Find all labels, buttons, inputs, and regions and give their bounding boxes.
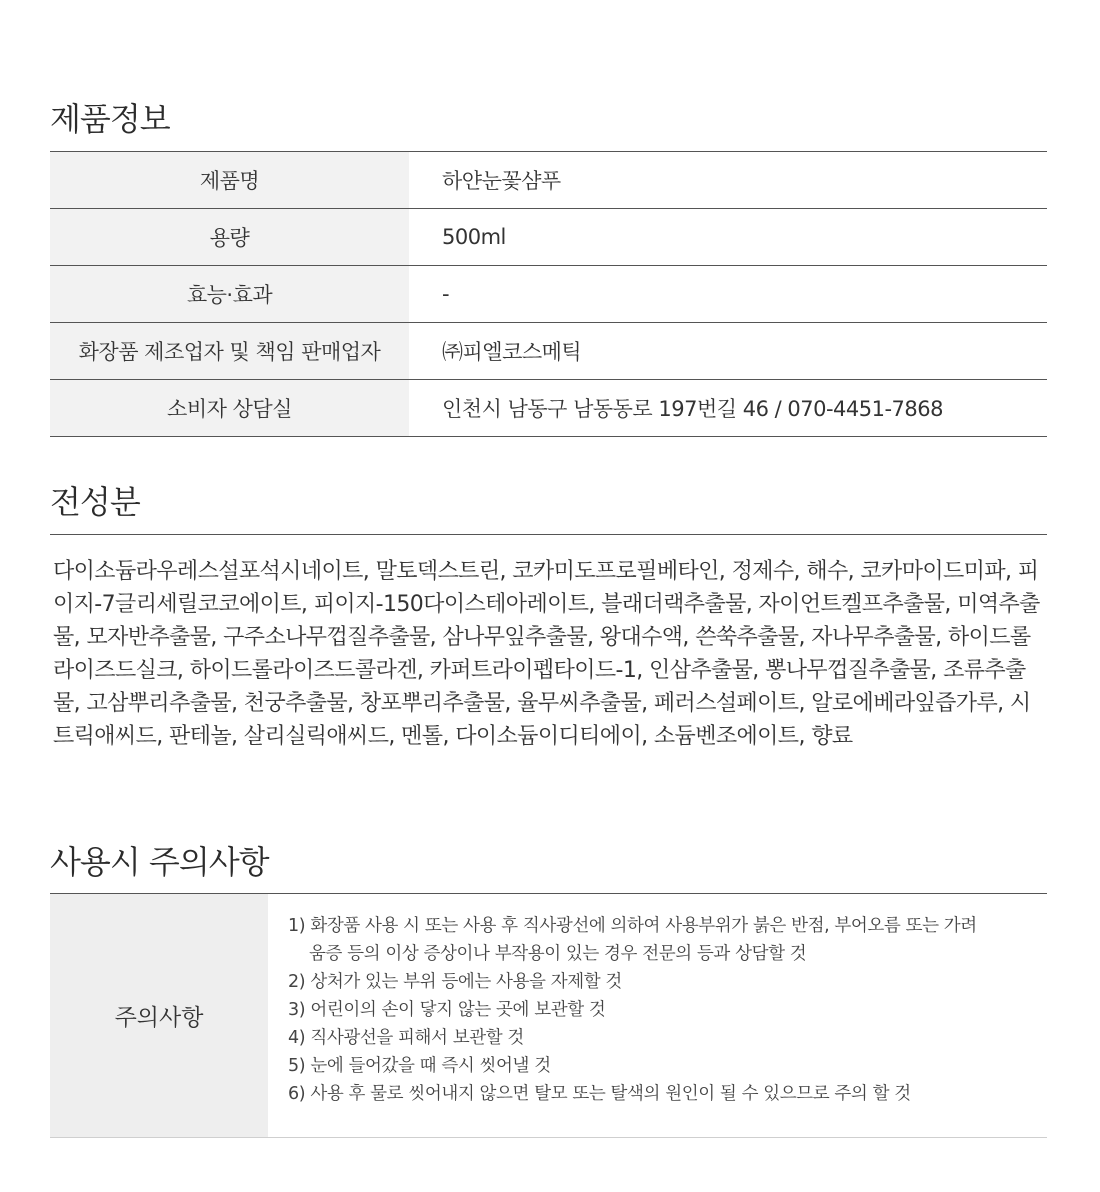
row-label-volume: 용량 [50, 209, 409, 266]
row-label-efficacy: 효능·효과 [50, 266, 409, 323]
caution-table [50, 893, 1047, 1138]
list-item: 3) 어린이의 손이 닿지 않는 곳에 보관할 것 [288, 1000, 606, 1020]
list-item: 6) 사용 후 물로 씻어내지 않으면 탈모 또는 탈색의 원인이 될 수 있으므로 주의 할 것 [288, 1084, 911, 1104]
row-value-product-name: 하얀눈꽃샴푸 [409, 152, 1047, 209]
table-row [50, 380, 1047, 437]
list-item: 4) 직사광선을 피해서 보관할 것 [288, 1028, 524, 1048]
table-row [50, 323, 1047, 380]
product-info-table [50, 151, 1047, 437]
ingredients-box [50, 534, 1047, 753]
list-item: 1) 화장품 사용 시 또는 사용 후 직사광선에 의하여 사용부위가 붉은 반점, 부어오름 또는 가려움증 등의 이상 증상이나 부작용이 있는 경우 전문의 등과 상담할 것 [288, 916, 977, 964]
row-label-customer-service: 소비자 상담실 [50, 380, 409, 437]
table-row [50, 152, 1047, 209]
table-row [50, 209, 1047, 266]
row-label-manufacturer: 화장품 제조업자 및 책임 판매업자 [50, 323, 409, 380]
caution-title: 사용시 주의사항 [50, 843, 269, 881]
product-info-title: 제품정보 [50, 100, 170, 138]
ingredients-title: 전성분 [50, 483, 140, 521]
row-value-efficacy: - [409, 266, 1047, 323]
caution-list [268, 894, 989, 1137]
table-row [50, 266, 1047, 323]
row-value-customer-service: 인천시 남동구 남동동로 197번길 46 / 070-4451-7868 [409, 380, 1047, 437]
list-item: 2) 상처가 있는 부위 등에는 사용을 자제할 것 [288, 972, 622, 992]
ingredients-text: 다이소듐라우레스설포석시네이트, 말토덱스트린, 코카미도프로필베타인, 정제수, 해수, 코카마이드미파, 피이지-7글리세릴코코에이트, 피이지-150다이스테아레이트, 블래더랙추출물, 자이언트켈프추출물, 미역추출물, 모자반추출물, 구주소나무껍질추출물, 삼나무잎추출물, 왕대수액, 쓴쑥추출물, 자나무추출물, 하이드롤라이즈드실크, 하이드롤라이즈드콜라겐, 카퍼트라이펩타이드-1, 인삼추출물, 뽕나무껍질추출물, 조류추출물, 고삼뿌리추출물, 천궁추출물, 창포뿌리추출물, 율무씨추출물, 페러스설페이트, 알로에베라잎즙가루, 시트릭애씨드, 판테놀, 살리실릭애씨드, 멘톨, 다이소듐이디티에이, 소듐벤조에이트, 향료 [53, 559, 1040, 749]
row-label-product-name: 제품명 [50, 152, 409, 209]
row-value-manufacturer: ㈜피엘코스메틱 [409, 323, 1047, 380]
row-value-volume: 500ml [409, 209, 1047, 266]
list-item: 5) 눈에 들어갔을 때 즉시 씻어낼 것 [288, 1056, 551, 1076]
caution-label: 주의사항 [50, 894, 268, 1137]
